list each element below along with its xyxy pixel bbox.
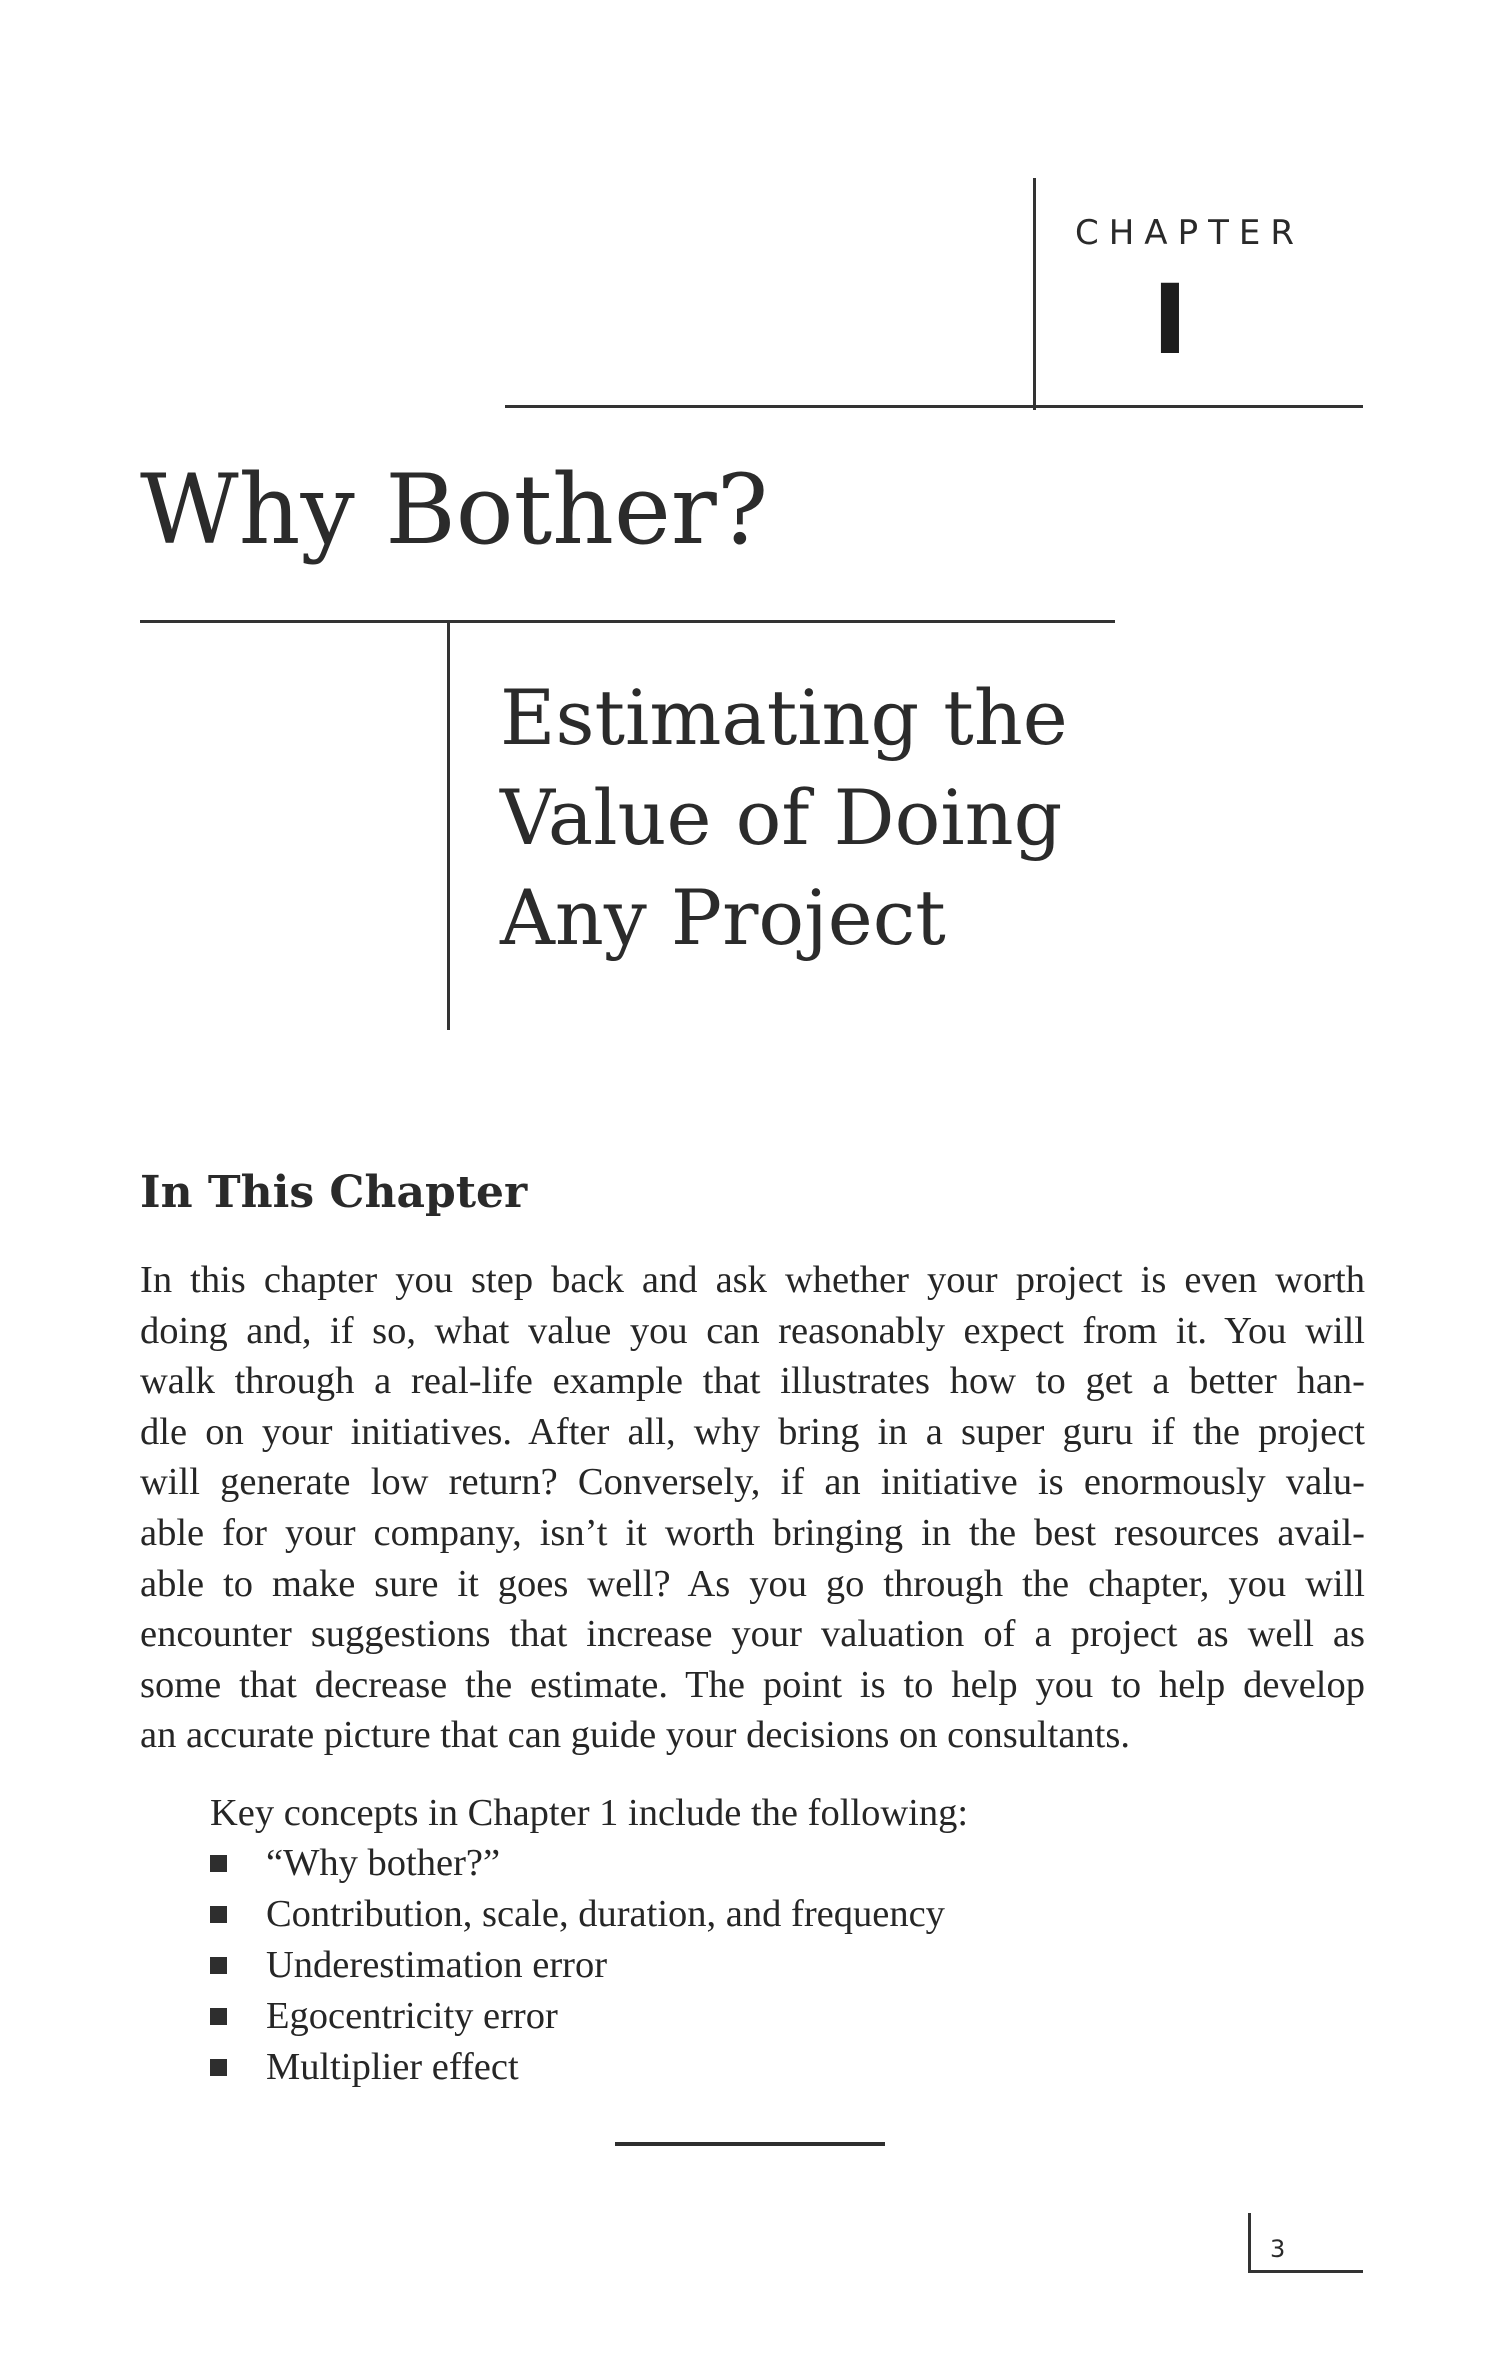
square-bullet-icon xyxy=(210,1957,227,1974)
square-bullet-icon xyxy=(210,1906,227,1923)
list-item xyxy=(210,1838,945,1889)
paragraph-line: doing and, if so, what value you can reasonably expect from it. You will xyxy=(140,1309,1365,1352)
paragraph-line: walk through a real-life example that illustrates how to get a better han- xyxy=(140,1360,1365,1403)
folio-horizontal-rule xyxy=(1248,2270,1363,2273)
list-item-text: “Why bother?” xyxy=(266,1842,501,1884)
chapter-title: Why Bother? xyxy=(140,454,769,566)
paragraph-line: an accurate picture that can guide your decisions on consultants. xyxy=(140,1714,1130,1757)
chapter-label: CHAPTER xyxy=(1075,213,1304,253)
subtitle-line: Any Project xyxy=(500,873,946,962)
paragraph-line: able to make sure it goes well? As you go through the chapter, you will xyxy=(140,1562,1365,1605)
subtitle-line: Value of Doing xyxy=(500,773,1063,862)
section-heading: In This Chapter xyxy=(140,1167,528,1218)
folio-vertical-rule xyxy=(1248,2213,1251,2273)
paragraph-line: In this chapter you step back and ask whether your project is even worth xyxy=(140,1259,1365,1301)
intro-paragraph xyxy=(140,1255,1365,1761)
key-concepts-list xyxy=(210,1838,945,2093)
list-item-text: Egocentricity error xyxy=(266,1995,558,2037)
list-item xyxy=(210,1940,945,1991)
list-item-text: Multiplier effect xyxy=(266,2046,519,2088)
list-item-text: Contribution, scale, duration, and frequency xyxy=(266,1893,945,1935)
list-item xyxy=(210,1991,945,2042)
list-item-text: Underestimation error xyxy=(266,1944,608,1986)
subtitle-line: Estimating the xyxy=(500,673,1068,762)
list-item xyxy=(210,1889,945,1940)
paragraph-line: some that decrease the estimate. The point is to help you to help develop xyxy=(140,1663,1365,1706)
page-number: 3 xyxy=(1270,2235,1286,2263)
key-concepts-intro: Key concepts in Chapter 1 include the following: xyxy=(210,1792,969,1834)
list-item xyxy=(210,2042,945,2093)
paragraph-line: will generate low return? Conversely, if an initiative is enormously valu- xyxy=(140,1461,1365,1504)
square-bullet-icon xyxy=(210,2059,227,2076)
chapter-vertical-rule xyxy=(1033,178,1036,410)
square-bullet-icon xyxy=(210,2008,227,2025)
paragraph-line: encounter suggestions that increase your valuation of a project as well as xyxy=(140,1613,1365,1656)
chapter-number: I xyxy=(1152,264,1188,376)
paragraph-line: able for your company, isn’t it worth bringing in the best resources avail- xyxy=(140,1511,1365,1554)
section-end-rule xyxy=(615,2142,885,2146)
chapter-subtitle xyxy=(500,668,1120,968)
subtitle-vertical-rule xyxy=(447,622,450,1030)
title-divider xyxy=(140,620,1115,623)
square-bullet-icon xyxy=(210,1855,227,1872)
chapter-horizontal-rule xyxy=(505,405,1363,408)
paragraph-line: dle on your initiatives. After all, why bring in a super guru if the project xyxy=(140,1410,1365,1453)
